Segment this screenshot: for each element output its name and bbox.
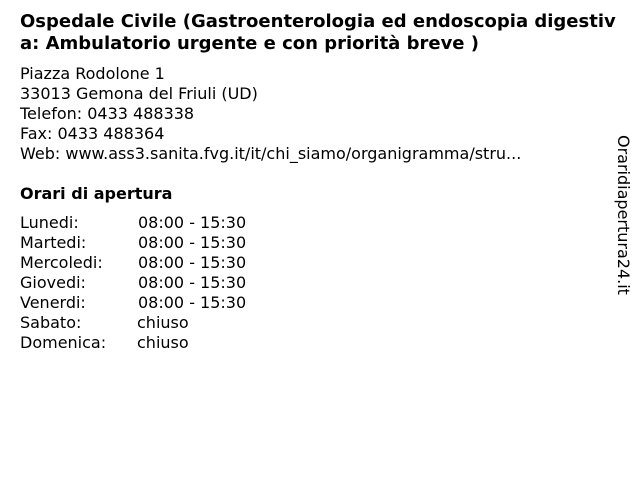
day-label: Martedi:: [20, 233, 87, 252]
time-value: 08:00 - 15:30: [138, 213, 247, 232]
day-label: Domenica:: [20, 333, 107, 352]
time-value: 08:00 - 15:30: [138, 293, 247, 312]
phone-number: Telefon: 0433 488338: [20, 104, 195, 123]
time-value: chiuso: [137, 333, 189, 352]
time-value: 08:00 - 15:30: [138, 273, 247, 292]
site-brand-label: Oraridiapertura24.it: [614, 135, 633, 295]
page-title: Ospedale Civile (Gastroenterologia ed endoscopia digestiva: Ambulatorio urgente e con priorità breve ): [20, 11, 616, 54]
day-label: Venerdi:: [20, 293, 86, 312]
street-address: Piazza Rodolone 1: [20, 64, 165, 83]
day-label: Lunedi:: [20, 213, 79, 232]
time-value: 08:00 - 15:30: [138, 253, 247, 272]
day-label: Sabato:: [20, 313, 82, 332]
fax-number: Fax: 0433 488364: [20, 124, 165, 143]
day-label: Giovedi:: [20, 273, 86, 292]
day-label: Mercoledi:: [20, 253, 103, 272]
website-link[interactable]: Web: www.ass3.sanita.fvg.it/it/chi_siamo/organigramma/stru...: [20, 144, 522, 163]
city-address: 33013 Gemona del Friuli (UD): [20, 84, 258, 103]
address-block: [20, 64, 521, 164]
time-value: 08:00 - 15:30: [138, 233, 247, 252]
opening-hours-heading: Orari di apertura: [20, 184, 173, 203]
time-value: chiuso: [137, 313, 189, 332]
